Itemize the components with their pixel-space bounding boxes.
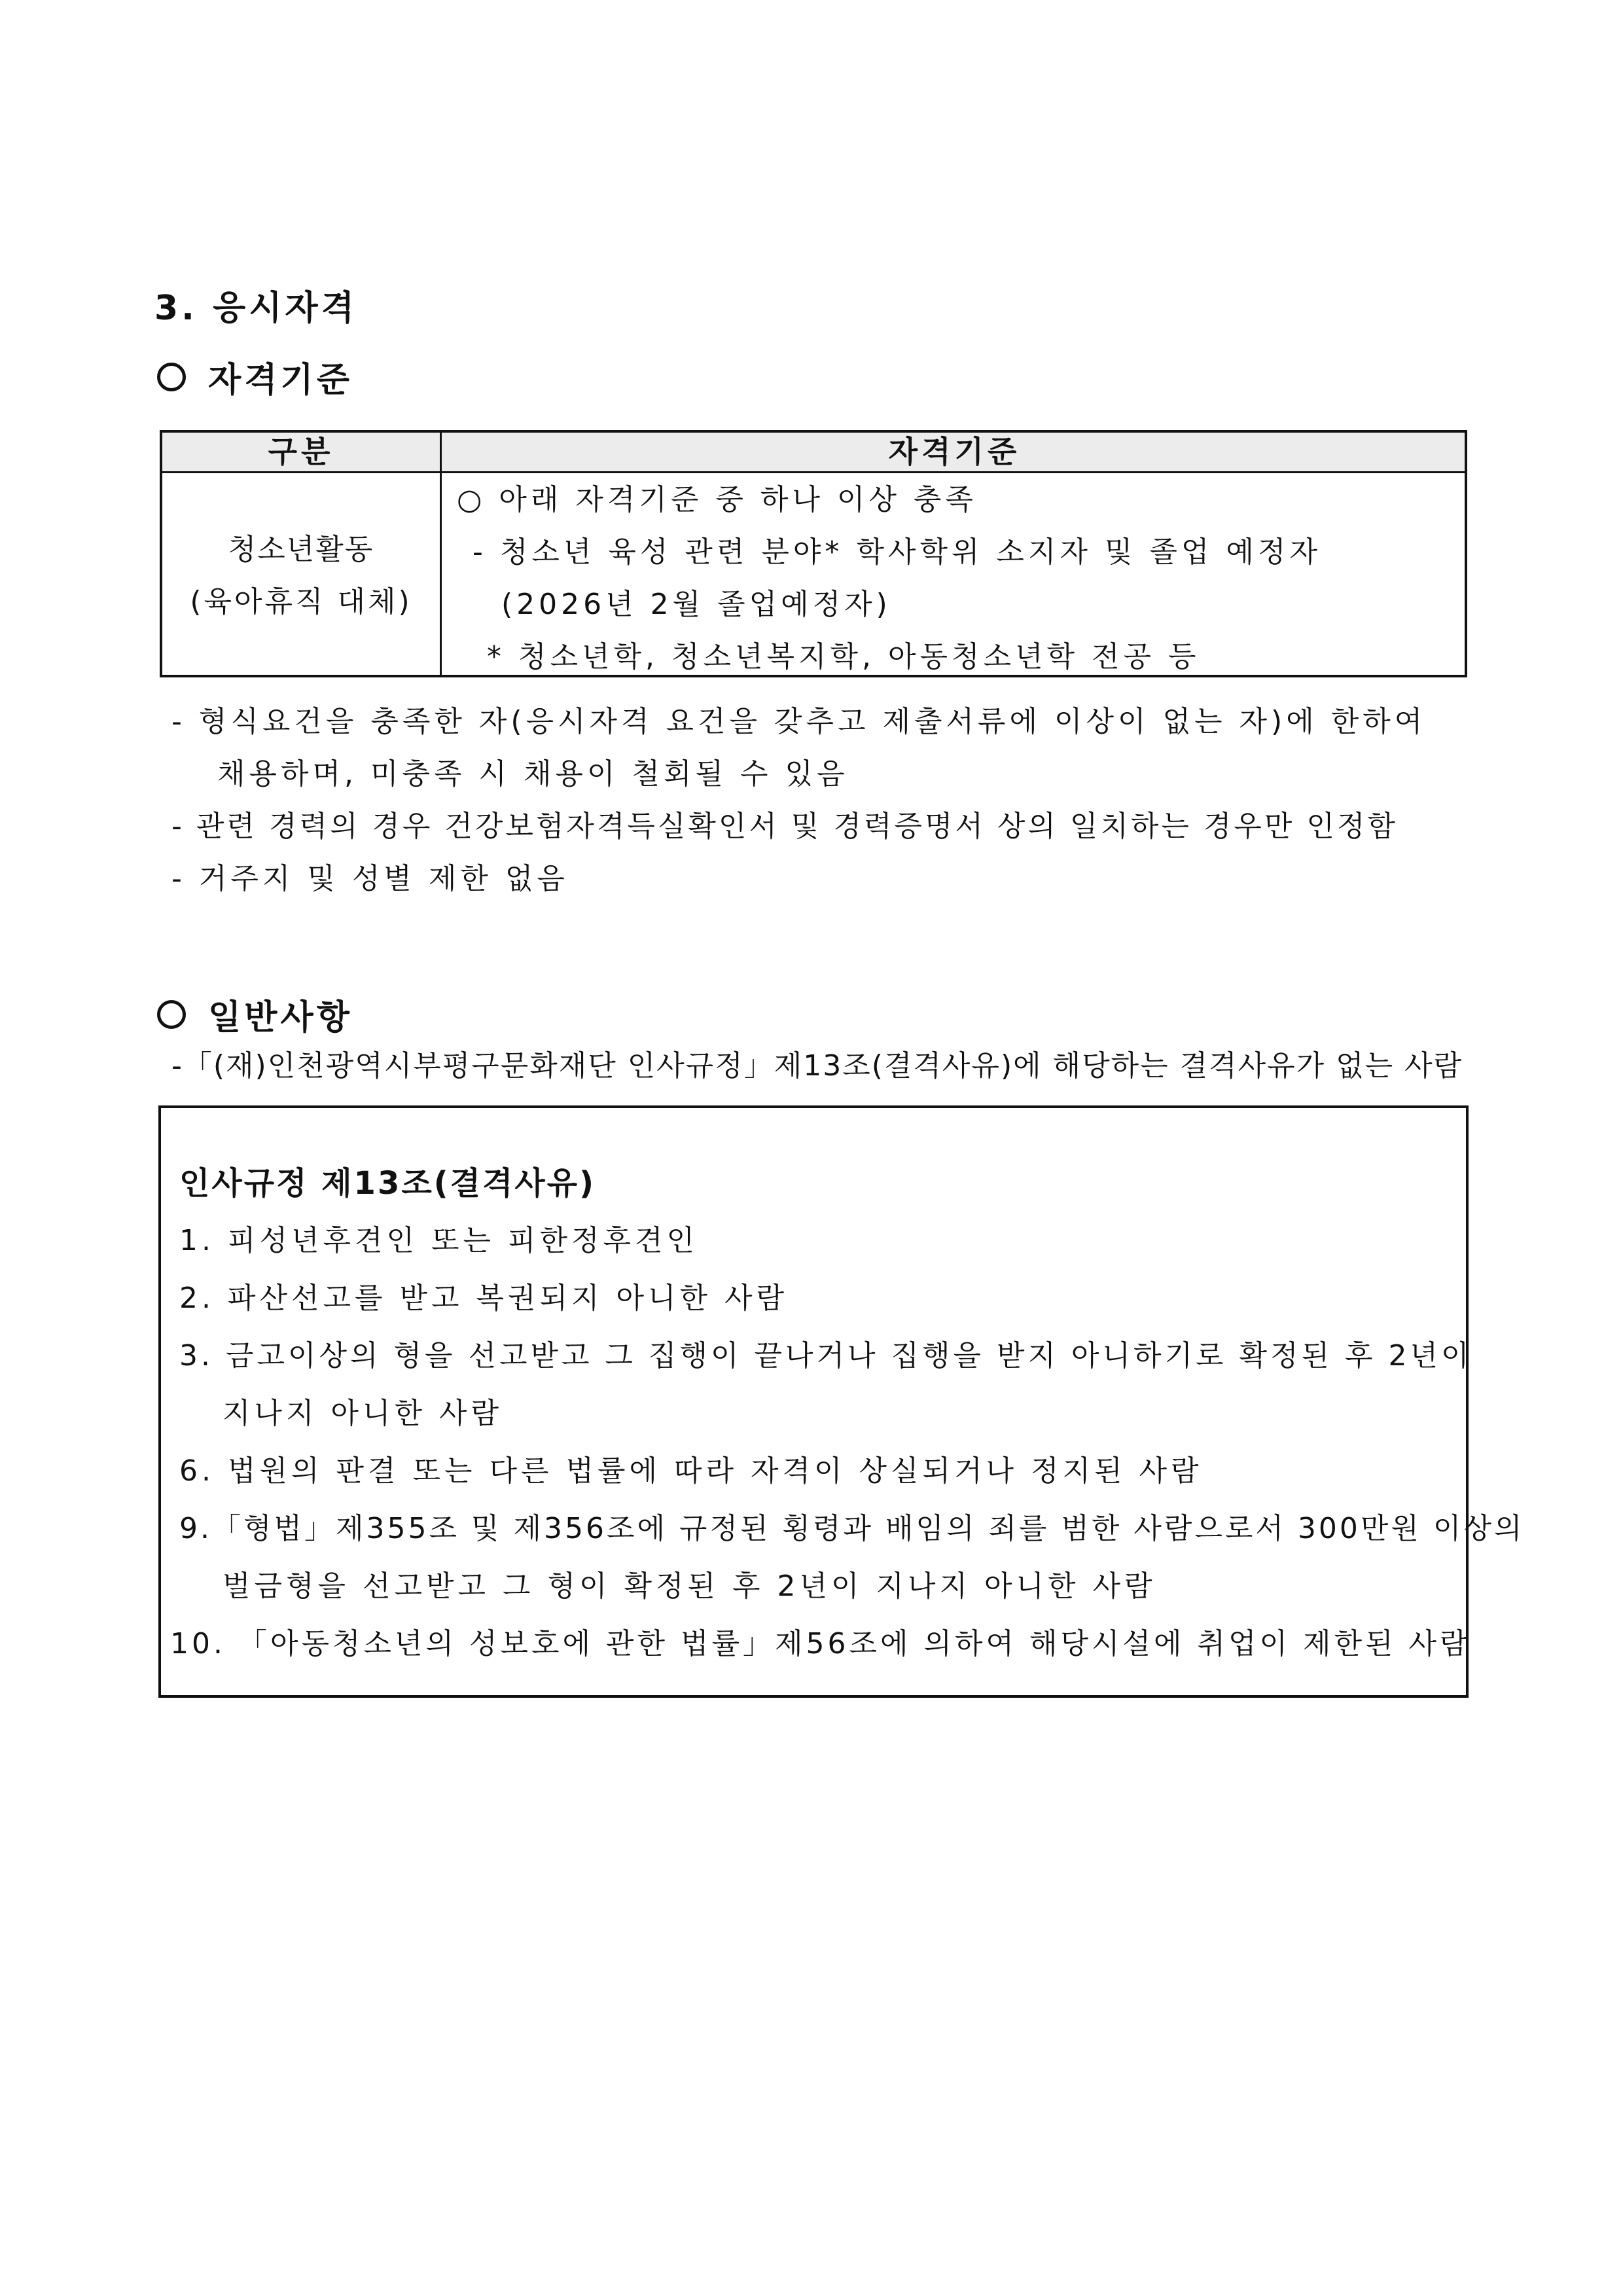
subheading-general [157, 990, 353, 1039]
subheading-label: 자격기준 [208, 361, 353, 400]
category-cell-line1: 청소년활동 [228, 533, 374, 566]
regulation-item: 지나지 아니한 사람 [223, 1397, 503, 1430]
subheading-label: 일반사항 [208, 998, 353, 1037]
regulation-item: 9.「형법」제355조 및 제356조에 규정된 횡령과 배임의 죄를 범한 사람으로서 300만원 이상의 [179, 1512, 1525, 1545]
note-line-3: - 관련 경력의 경우 건강보험자격득실확인서 및 경력증명서 상의 일치하는 경우만 인정함 [171, 810, 1398, 843]
regulation-item: 3. 금고이상의 형을 선고받고 그 집행이 끝나거나 집행을 받지 아니하기로 확정된 후 2년이 [179, 1339, 1472, 1372]
circle-bullet-icon [157, 1000, 186, 1029]
criteria-line-3: (2026년 2월 졸업예정자) [501, 588, 891, 621]
table-header-criteria: 자격기준 [888, 434, 1021, 469]
note-line-1: - 형식요건을 충족한 자(응시자격 요건을 갖추고 제출서류에 이상이 없는 자)에 한하여 [171, 705, 1427, 738]
general-note: -「(재)인천광역시부평구문화재단 인사규정」제13조(결격사유)에 해당하는 결격사유가 없는 사람 [171, 1049, 1463, 1083]
table-header-category: 구분 [268, 434, 334, 469]
note-line-2: 채용하며, 미충족 시 채용이 철회될 수 있음 [217, 757, 849, 791]
subheading-qualification-criteria [157, 352, 353, 401]
section-heading: 3. 응시자격 [154, 289, 357, 328]
circle-bullet-icon [157, 363, 186, 391]
criteria-line-1: ○ 아래 자격기준 중 하나 이상 충족 [457, 483, 977, 516]
regulation-item: 벌금형을 선고받고 그 형이 확정된 후 2년이 지나지 아니한 사람 [223, 1570, 1156, 1603]
qualification-table [160, 430, 1467, 677]
regulation-item: 2. 파산선고를 받고 복권되지 아니한 사람 [179, 1282, 788, 1315]
regulation-item: 6. 법원의 판결 또는 다른 법률에 따라 자격이 상실되거나 정지된 사람 [179, 1454, 1203, 1488]
regulation-item: 1. 피성년후견인 또는 피한정후견인 [179, 1224, 698, 1257]
criteria-line-4: * 청소년학, 청소년복지학, 아동청소년학 전공 등 [487, 640, 1200, 673]
regulation-title: 인사규정 제13조(결격사유) [179, 1165, 596, 1202]
regulation-box [158, 1105, 1525, 1698]
criteria-line-2: - 청소년 육성 관련 분야* 학사학위 소지자 및 졸업 예정자 [473, 535, 1321, 569]
category-cell-line2: (육아휴직 대체) [190, 585, 412, 619]
regulation-item: 10. 「아동청소년의 성보호에 관한 법률」제56조에 의하여 해당시설에 취업이 제한된 사람 [170, 1627, 1471, 1660]
note-line-4: - 거주지 및 성별 제한 없음 [171, 862, 569, 895]
